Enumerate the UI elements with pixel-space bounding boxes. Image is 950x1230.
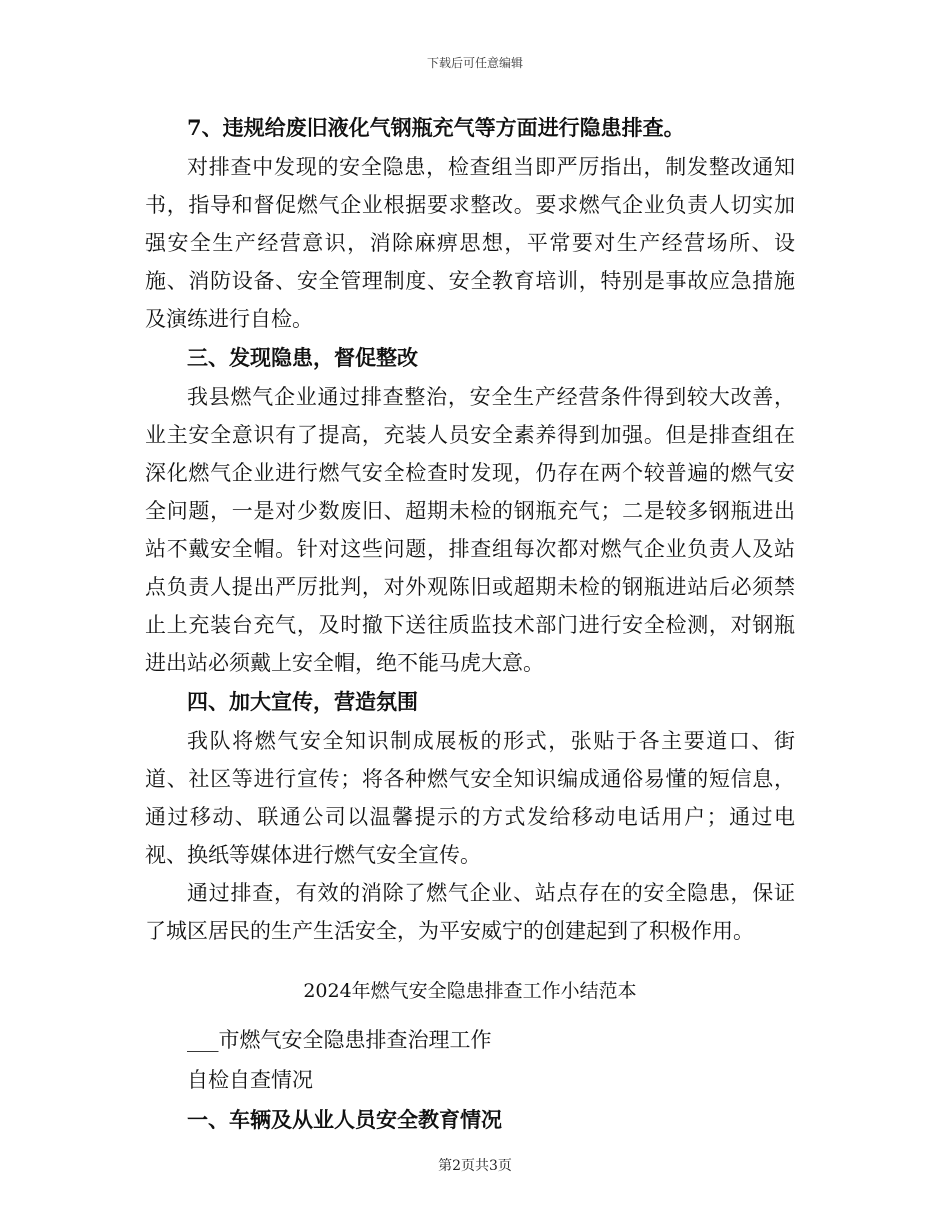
section-4-heading: 四、加大宣传，营造氛围 [187,689,418,714]
page-footer: 第2页共3页 [438,1158,512,1174]
paragraph-conclusion: 通过排查，有效的消除了燃气企业、站点存在的安全隐患，保证了城区居民的生产生活安全，为平安威宁的创建起到了积极作用。 [145,881,795,943]
paragraph-findings: 我县燃气企业通过排查整治，安全生产经营条件得到较大改善，业主安全意识有了提高，充装人员安全素养得到加强。但是排查组在深化燃气企业进行燃气安全检查时发现，仍存在两个较普遍的燃气安全问题，一是对少数废旧、超期未检的钢瓶充气；二是较多钢瓶进出站不戴安全帽。针对这些问题，排查组每次都对燃气企业负责人及站点负责人提出严厉批判，对外观陈旧或超期未检的钢瓶进站后必须禁止上充装台充气，及时撤下送往质监技术部门进行安全检测，对钢瓶进出站必须戴上安全帽，绝不能马虎大意。 [145,385,795,675]
paragraph-rectification: 对排查中发现的安全隐患，检查组当即严厉指出，制发整改通知书，指导和督促燃气企业根据要求整改。要求燃气企业负责人切实加强安全生产经营意识，消除麻痹思想，平常要对生产经营场所、设施、消防设备、安全管理制度、安全教育培训，特别是事故应急措施及演练进行自检。 [145,155,795,331]
subtitle-line-2: 自检自查情况 [187,1068,313,1092]
paragraph-publicity: 我队将燃气安全知识制成展板的形式，张贴于各主要道口、街道、社区等进行宣传；将各种燃气安全知识编成通俗易懂的短信息，通过移动、联通公司以温馨提示的方式发给移动电话用户；通过电视、换纸等媒体进行燃气安全宣传。 [145,729,795,867]
item-7-heading: 7、违规给废旧液化气钢瓶充气等方面进行隐患排查。 [187,115,685,140]
section-3-heading: 三、发现隐患，督促整改 [187,345,418,370]
section-1-heading: 一、车辆及从业人员安全教育情况 [187,1107,502,1132]
document-title: 2024年燃气安全隐患排查工作小结范本 [303,980,637,1002]
document-body [145,108,795,1140]
subtitle-line-1: ___市燃气安全隐患排查治理工作 [187,1028,492,1052]
page-header: 下载后可任意编辑 [426,56,523,70]
